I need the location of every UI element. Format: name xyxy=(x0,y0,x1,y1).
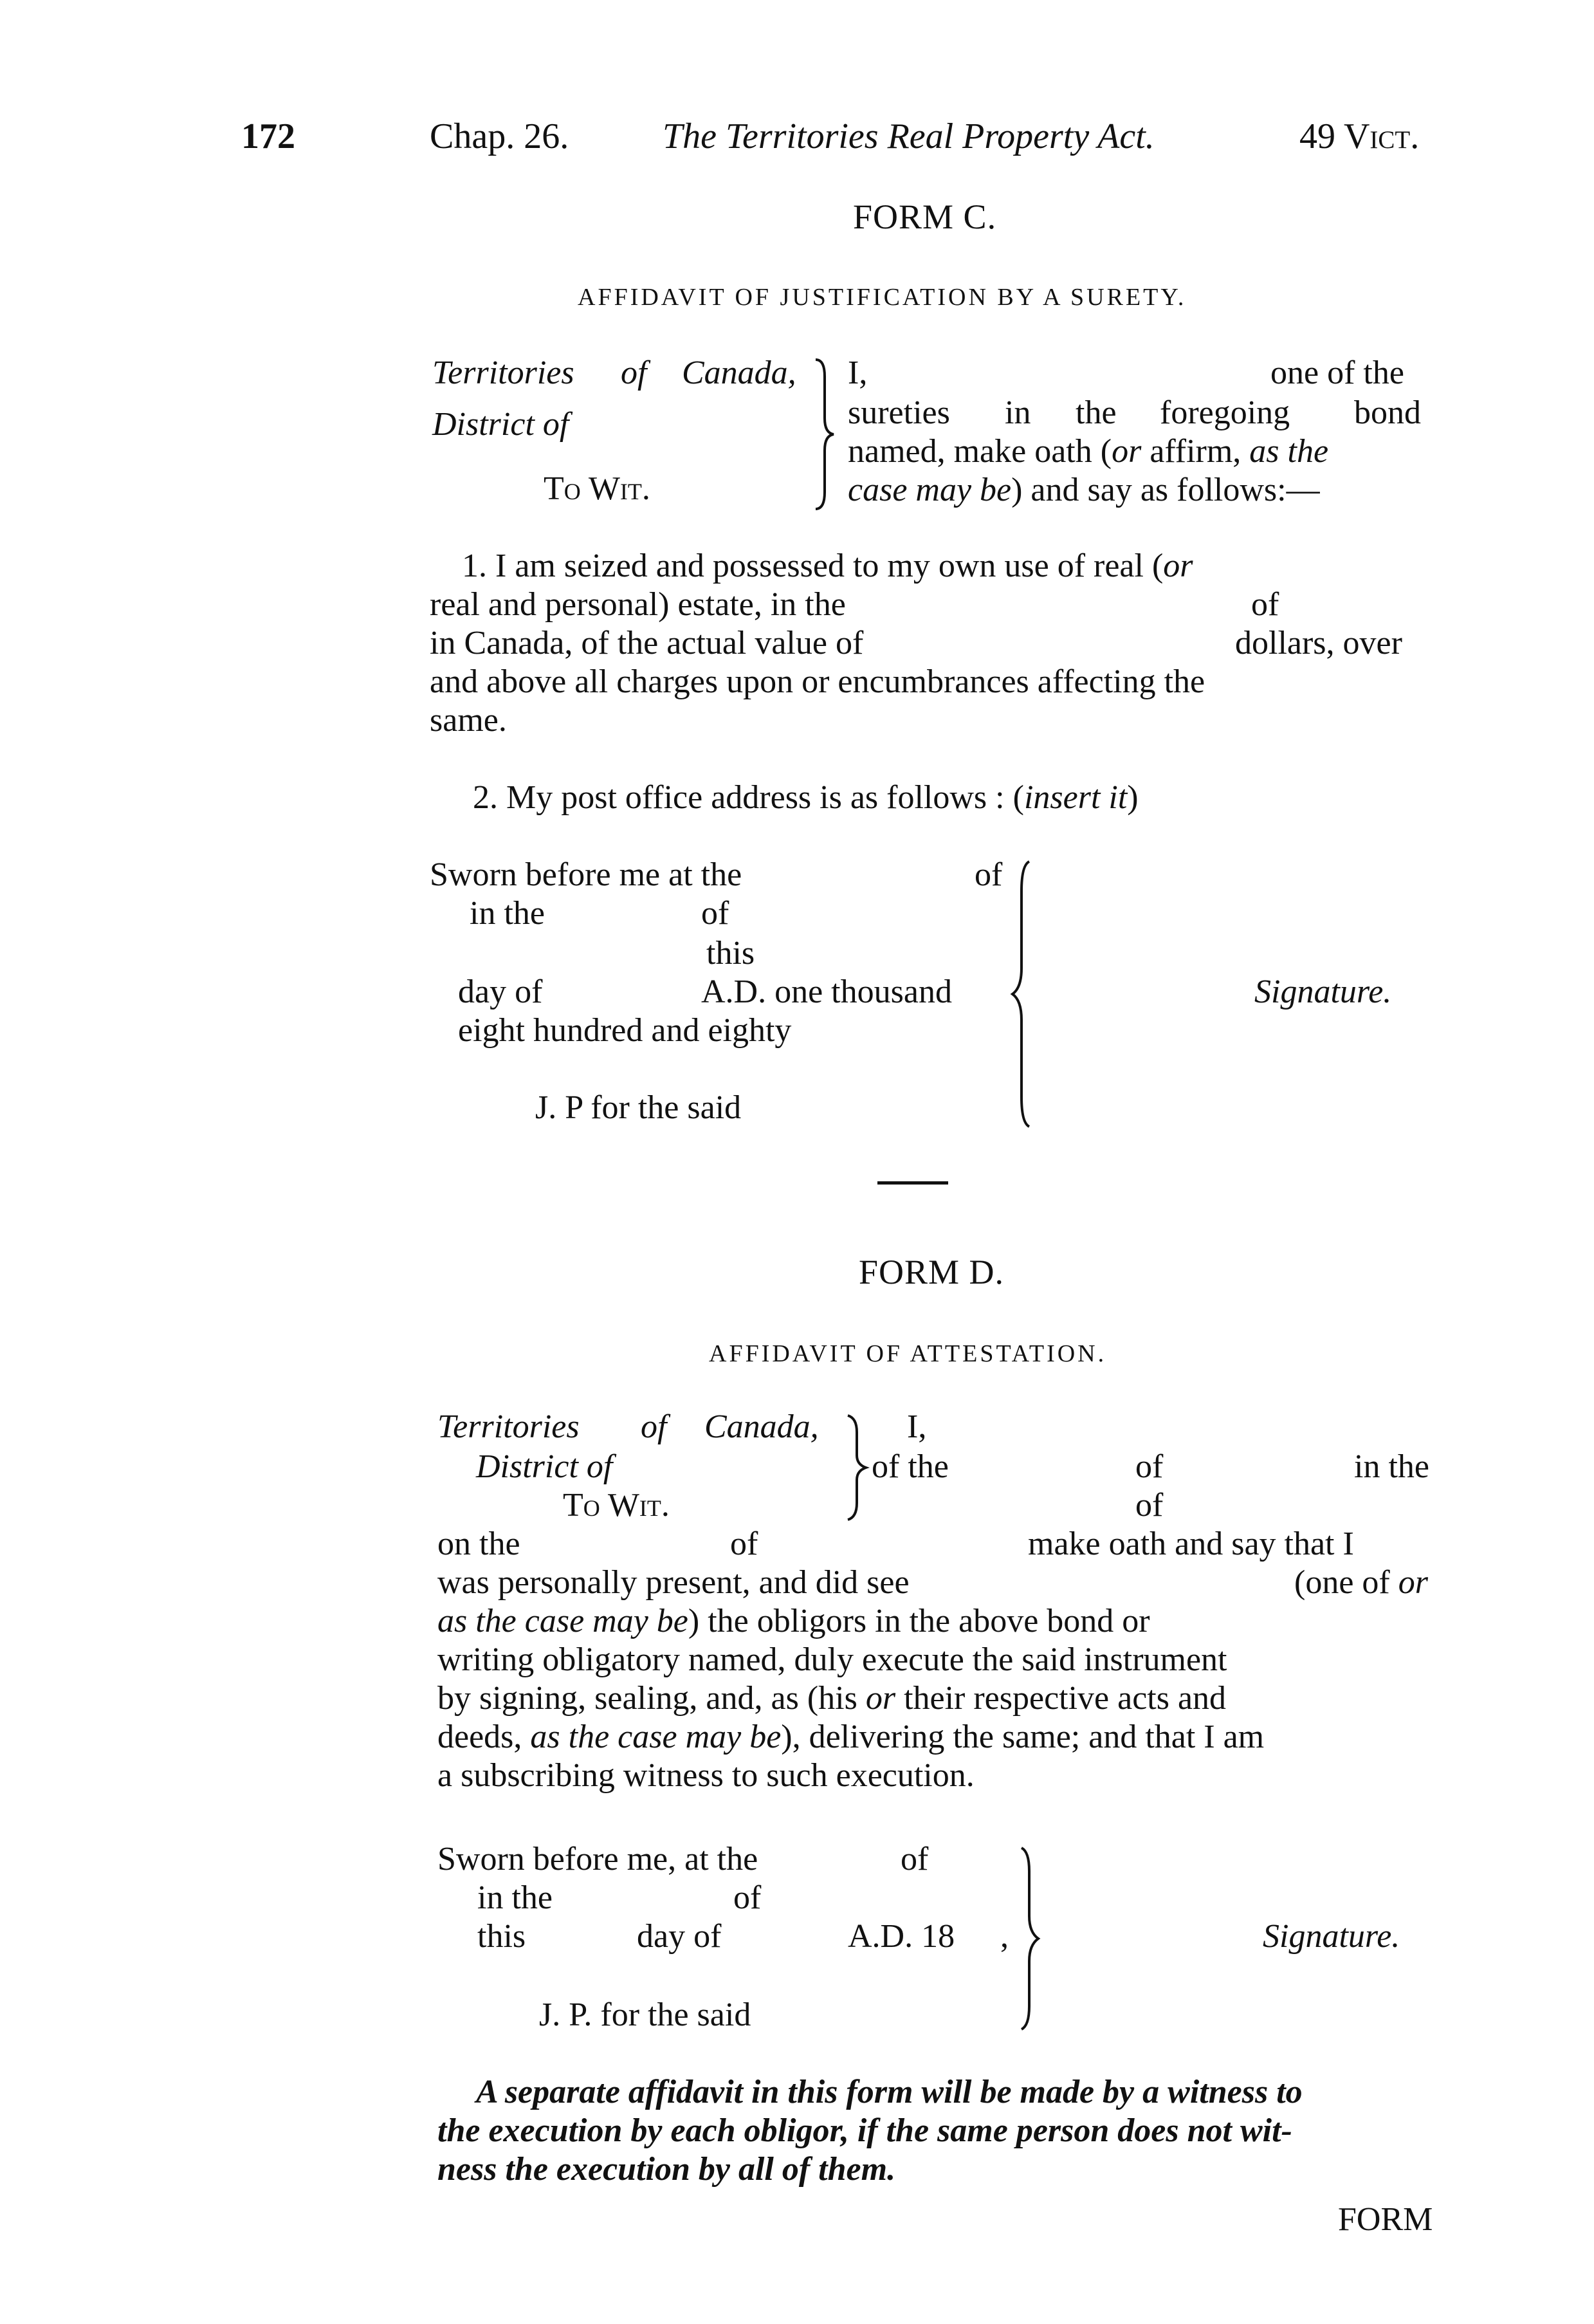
form-c-para1-line1 xyxy=(462,547,1193,586)
running-title: The Territories Real Property Act. xyxy=(663,116,1155,156)
section-divider xyxy=(877,1181,948,1185)
form-d-body-line2a: was personally present, and did see xyxy=(437,1564,910,1601)
catchword: FORM xyxy=(1338,2201,1433,2238)
form-d-intro-of-the: of the xyxy=(872,1448,949,1485)
form-c-para1-line1-a: 1. I am seized and possessed to my own use of real ( xyxy=(462,548,1164,584)
form-d-body-line3-rest: ) the obligors in the above bond or xyxy=(688,1603,1150,1639)
form-d-body-line3 xyxy=(437,1602,1150,1641)
form-d-body-line5-c: their respective acts and xyxy=(895,1680,1227,1717)
form-d-intro-i: I, xyxy=(907,1408,927,1445)
form-c-venue-of: of xyxy=(621,355,647,391)
form-c-jurat-line5: eight hundred and eighty xyxy=(458,1012,792,1049)
form-c-intro-line3 xyxy=(848,432,1328,471)
form-d-body-line6-c: ), delivering the same; and that I am xyxy=(781,1719,1265,1755)
form-c-intro-line3-a: named, make oath ( xyxy=(848,433,1112,470)
form-d-jurat-brace xyxy=(1010,1845,1042,2032)
form-d-intro-of: of xyxy=(1135,1448,1164,1485)
form-c-jurat-line1b: of xyxy=(975,856,1003,893)
form-c-para1-line2a: real and personal) estate, in the xyxy=(430,586,846,623)
form-c-intro-i: I, xyxy=(848,355,868,391)
form-c-signature: Signature. xyxy=(1254,973,1392,1010)
form-d-venue-brace xyxy=(844,1413,870,1522)
page-number: 172 xyxy=(241,116,295,156)
form-d-subtitle: AFFIDAVIT OF ATTESTATION. xyxy=(709,1340,1107,1367)
form-d-body-line1c: make oath and say that I xyxy=(1028,1526,1354,1562)
form-c-intro-line4-case: case may be xyxy=(848,472,1012,508)
form-c-para1-line5: same. xyxy=(430,702,507,739)
form-c-para2-text: 2. My post office address is as follows : ( xyxy=(473,779,1024,816)
form-c-jurat-line6: J. P for the said xyxy=(535,1089,742,1126)
form-d-note-line3: ness the execution by all of them. xyxy=(437,2151,896,2188)
form-c-title: FORM C. xyxy=(853,198,997,236)
form-d-body-line3-case: as the case may be xyxy=(437,1603,688,1639)
form-c-intro-line4 xyxy=(848,471,1320,510)
form-d-intro-of-2: of xyxy=(1135,1487,1164,1524)
form-c-intro-in: in xyxy=(1005,394,1031,431)
form-c-jurat-line2a: in the xyxy=(470,895,545,932)
regnal-year: 49 Vict. xyxy=(1299,116,1420,156)
form-d-body-line1a: on the xyxy=(437,1526,520,1562)
form-d-body-line6-a: deeds, xyxy=(437,1719,531,1755)
form-d-body-line7: a subscribing witness to such execution. xyxy=(437,1757,975,1794)
form-c-intro-sureties: sureties xyxy=(848,394,950,431)
form-c-venue-brace xyxy=(812,357,838,512)
form-d-venue-district: District of xyxy=(476,1448,613,1485)
form-d-body-line2b xyxy=(1294,1563,1428,1602)
form-c-para1-line4: and above all charges upon or encumbrances affecting the xyxy=(430,663,1205,700)
form-c-para1-line3a: in Canada, of the actual value of xyxy=(430,625,864,661)
form-c-jurat-line3: this xyxy=(706,935,755,972)
form-d-intro-in-the: in the xyxy=(1354,1448,1429,1485)
form-c-para2 xyxy=(473,779,1139,817)
form-d-body-line6 xyxy=(437,1718,1264,1757)
form-c-para1-line1-or: or xyxy=(1163,548,1193,584)
form-c-intro-line3-affirm: affirm, xyxy=(1141,433,1250,470)
form-d-jurat-line4: J. P. for the said xyxy=(539,1997,751,2033)
form-c-jurat-line2b: of xyxy=(701,895,729,932)
chapter-label: Chap. 26. xyxy=(430,116,569,156)
form-d-body-line5 xyxy=(437,1679,1226,1718)
form-c-venue-district: District of xyxy=(432,406,569,443)
form-d-body-line6-case: as the case may be xyxy=(530,1719,782,1755)
form-d-venue-of: of xyxy=(641,1408,667,1445)
form-c-subtitle: AFFIDAVIT OF JUSTIFICATION BY A SURETY. xyxy=(578,284,1187,311)
form-c-jurat-brace xyxy=(1010,859,1042,1129)
form-c-jurat-line1a: Sworn before me at the xyxy=(430,856,742,893)
form-d-venue-to-wit: To Wit. xyxy=(563,1487,670,1524)
form-d-body-line2-one-of: (one of xyxy=(1294,1564,1398,1601)
form-c-intro-the: the xyxy=(1076,394,1117,431)
form-d-jurat-line1a: Sworn before me, at the xyxy=(437,1841,758,1877)
form-c-jurat-line4b: A.D. one thousand xyxy=(701,973,952,1010)
form-d-signature: Signature. xyxy=(1263,1918,1400,1955)
form-d-body-line5-a: by signing, sealing, and, as (his xyxy=(437,1680,866,1717)
form-d-title: FORM D. xyxy=(859,1253,1005,1291)
form-d-jurat-line2b: of xyxy=(733,1879,762,1916)
form-d-jurat-line3b: day of xyxy=(637,1918,722,1955)
form-d-jurat-line1b: of xyxy=(901,1841,929,1877)
form-d-jurat-line2a: in the xyxy=(477,1879,553,1916)
form-d-body-line4: writing obligatory named, duly execute the said instrument xyxy=(437,1641,1227,1678)
form-d-venue-canada: Canada, xyxy=(704,1408,819,1445)
form-c-venue-to-wit: To Wit. xyxy=(544,470,650,507)
form-c-para1-line3b: dollars, over xyxy=(1235,625,1402,661)
form-c-venue-territories: Territories xyxy=(432,355,574,391)
form-c-intro-line3-or: or xyxy=(1112,433,1142,470)
form-c-intro-foregoing: foregoing xyxy=(1160,394,1290,431)
form-c-intro-one-of-the: one of the xyxy=(1270,355,1404,391)
form-d-jurat-line3d: , xyxy=(1000,1918,1009,1955)
form-d-jurat-line3a: this xyxy=(477,1918,526,1955)
form-c-intro-bond: bond xyxy=(1354,394,1421,431)
form-d-note-line1: A separate affidavit in this form will be made by a witness to xyxy=(476,2074,1303,2110)
form-c-venue-canada: Canada, xyxy=(682,355,796,391)
form-c-jurat-line4a: day of xyxy=(458,973,543,1010)
form-d-body-line1b: of xyxy=(730,1526,758,1562)
form-d-body-line2-or: or xyxy=(1398,1564,1428,1601)
form-c-para1-line2b: of xyxy=(1251,586,1279,623)
form-d-note-line2: the execution by each obligor, if the same person does not wit- xyxy=(437,2112,1292,2149)
form-c-para2-insert: insert it xyxy=(1023,779,1128,816)
form-d-jurat-line3c: A.D. 18 xyxy=(848,1918,955,1955)
form-c-para2-close: ) xyxy=(1127,779,1139,816)
form-c-intro-line3-as-the: as the xyxy=(1249,433,1329,470)
form-d-venue-territories: Territories xyxy=(437,1408,580,1445)
form-d-body-line5-or: or xyxy=(865,1680,896,1717)
form-c-intro-line4-rest: ) and say as follows:— xyxy=(1011,472,1320,508)
